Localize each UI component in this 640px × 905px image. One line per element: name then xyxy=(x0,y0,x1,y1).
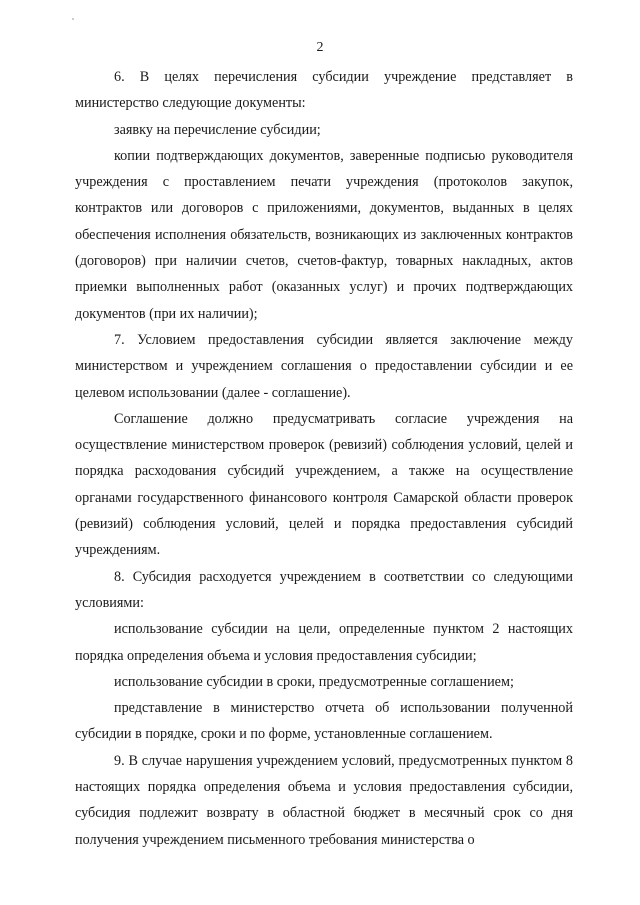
paragraph-7: 7. Условием предоставления субсидии является заключение между министерством и учреждением соглашения о предоставлении субсидии и ее целевом использовании (далее - соглашение). xyxy=(75,331,573,401)
paragraph-8-item-report: представление в министерство отчета об использовании полученной субсидии в порядке, сроки и по форме, установленные соглашением. xyxy=(75,700,573,743)
paragraph-8-item-terms: использование субсидии в сроки, предусмотренные соглашением; xyxy=(114,673,514,690)
paragraph-8-item-purpose: использование субсидии на цели, определенные пунктом 2 настоящих порядка определения объема и условия предоставления субсидии; xyxy=(75,621,573,664)
paragraph-6-intro: 6. В целях перечисления субсидии учреждение представляет в министерство следующие документы: xyxy=(75,69,573,112)
paragraph-9: 9. В случае нарушения учреждением условий, предусмотренных пунктом 8 настоящих порядка определения объема и условия предоставления субсидии, субсидия подлежит возврату в областной бюджет в месячный срок со дня получения учреждением письменного требования министерства о xyxy=(75,752,573,848)
paragraph-8-intro: 8. Субсидия расходуется учреждением в соответствии со следующими условиями: xyxy=(75,568,573,611)
paragraph-7-agreement: Соглашение должно предусматривать согласие учреждения на осуществление министерством проверок (ревизий) соблюдения условий, целей и порядка расходования субсидий учреждением, а также на осуществление органами государственного финансового контроля Самарской области проверок (ревизий) соблюдения условий, целей и порядка предоставления субсидий учреждениям. xyxy=(75,410,573,559)
page-number: 2 xyxy=(316,40,324,55)
scan-speck xyxy=(72,18,74,20)
paragraph-6-item-copies: копии подтверждающих документов, заверенные подписью руководителя учреждения с проставлением печати учреждения (протоколов закупок, контрактов или договоров с приложениями, документов, выданных в целях обеспечения исполнения обязательств, возникающих из заключенных контрактов (договоров) при наличии счетов, счетов-фактур, товарных накладных, актов приемки выполненных работ (оказанных услуг) и прочих подтверждающих документов (при их наличии); xyxy=(75,147,573,322)
document-body xyxy=(75,64,573,853)
paragraph-6-item-request: заявку на перечисление субсидии; xyxy=(114,121,321,138)
